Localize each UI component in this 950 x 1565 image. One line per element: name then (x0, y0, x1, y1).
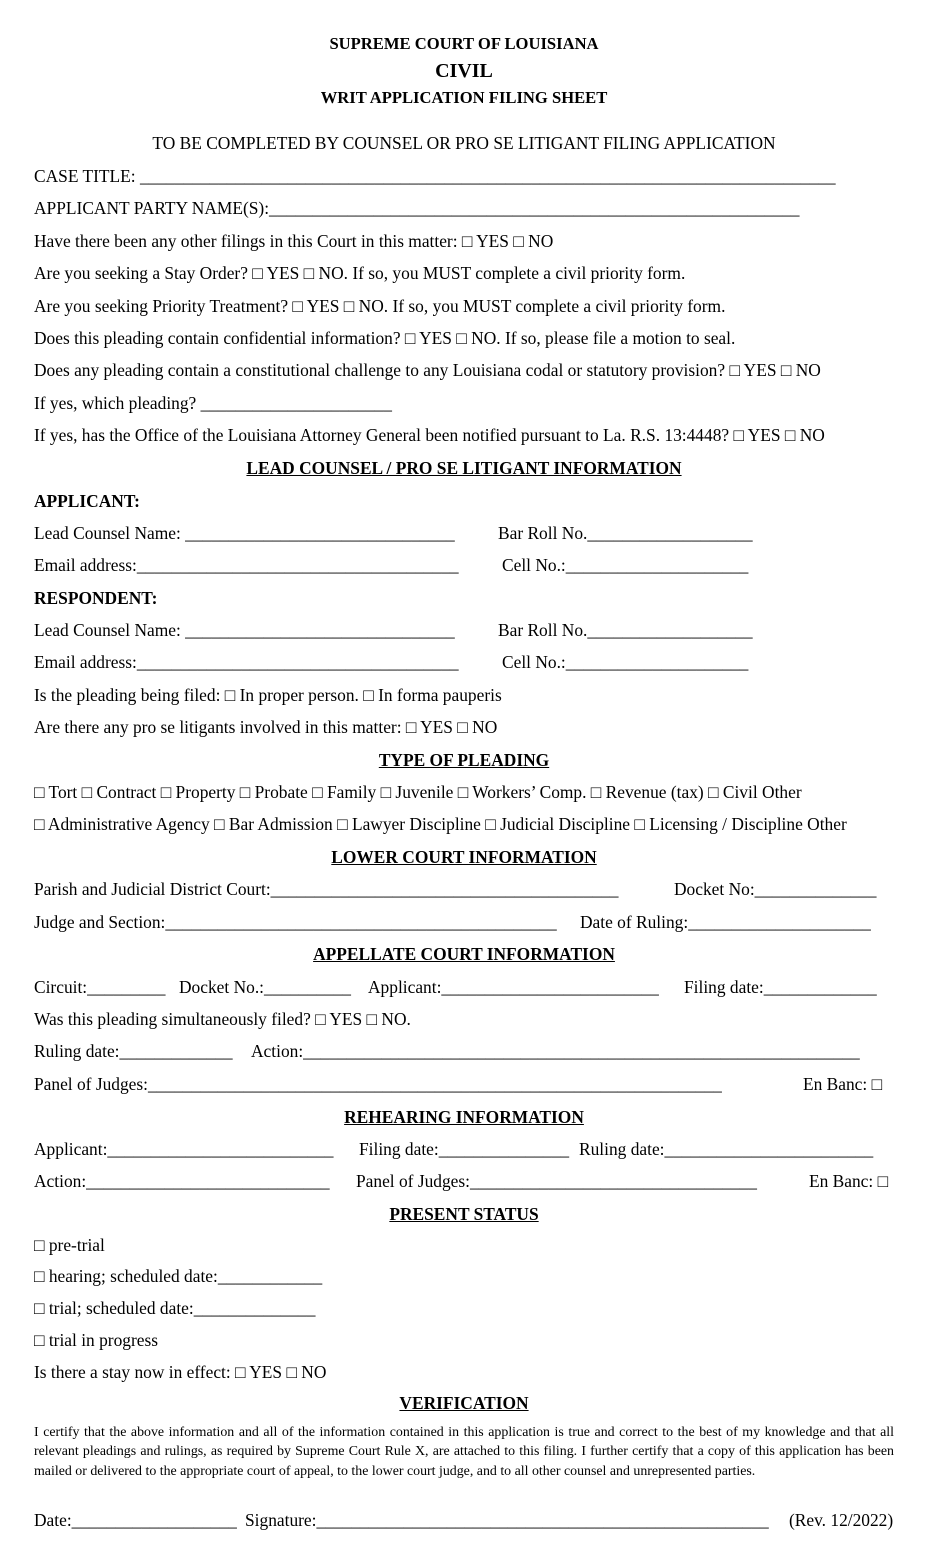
signature-field[interactable]: Signature:____________________________________________________ (245, 1510, 769, 1530)
applicant-party-field[interactable]: APPLICANT PARTY NAME(S):_____________________________________________________________ (34, 198, 800, 218)
parish-court-field[interactable]: Parish and Judicial District Court:________________________________________ (34, 879, 619, 899)
appellate-court-heading: APPELLATE COURT INFORMATION (313, 944, 615, 964)
filed-as-question[interactable]: Is the pleading being filed: □ In proper person. □ In forma pauperis (34, 685, 502, 705)
applicant-cell-field[interactable]: Cell No.:_____________________ (502, 555, 749, 575)
appellate-action-field[interactable]: Action:________________________________________________________________ (251, 1041, 860, 1061)
applicant-bar-roll-field[interactable]: Bar Roll No.___________________ (498, 523, 753, 543)
constitutional-question[interactable]: Does any pleading contain a constitutional challenge to any Louisiana codal or statutory provision? □ YES □ NO (34, 360, 821, 380)
appellate-applicant-field[interactable]: Applicant:_________________________ (368, 977, 659, 997)
pleading-type-heading: TYPE OF PLEADING (378, 750, 550, 770)
respondent-label: RESPONDENT: (34, 588, 158, 608)
form-instruction: TO BE COMPLETED BY COUNSEL OR PRO SE LITIGANT FILING APPLICATION (152, 133, 776, 153)
lead-counsel-heading: LEAD COUNSEL / PRO SE LITIGANT INFORMATION (246, 458, 682, 478)
hearing-checkbox[interactable]: □ hearing; scheduled date:____________ (34, 1266, 323, 1286)
rehearing-en-banc-checkbox[interactable]: En Banc: □ (809, 1171, 889, 1191)
case-title-field[interactable]: CASE TITLE: ________________________________________________________________________________ (34, 166, 836, 186)
other-filings-question[interactable]: Have there been any other filings in this Court in this matter: □ YES □ NO (34, 231, 554, 251)
case-type-heading: CIVIL (435, 60, 493, 82)
appellate-filing-date-field[interactable]: Filing date:_____________ (684, 977, 877, 997)
applicant-label: APPLICANT: (34, 491, 140, 511)
stay-in-effect-question[interactable]: Is there a stay now in effect: □ YES □ NO (34, 1362, 327, 1382)
rehearing-filing-date-field[interactable]: Filing date:_______________ (359, 1139, 570, 1159)
verification-heading: VERIFICATION (399, 1393, 529, 1413)
respondent-cell-field[interactable]: Cell No.:_____________________ (502, 652, 749, 672)
respondent-email-field[interactable]: Email address:_____________________________________ (34, 652, 459, 672)
rehearing-action-field[interactable]: Action:____________________________ (34, 1171, 330, 1191)
which-pleading-field[interactable]: If yes, which pleading? ______________________ (34, 393, 392, 413)
trial-checkbox[interactable]: □ trial; scheduled date:______________ (34, 1298, 316, 1318)
respondent-counsel-name-field[interactable]: Lead Counsel Name: _______________________________ (34, 620, 455, 640)
trial-in-progress-checkbox[interactable]: □ trial in progress (34, 1330, 159, 1350)
appellate-en-banc-checkbox[interactable]: En Banc: □ (803, 1074, 883, 1094)
simultaneous-filing-question[interactable]: Was this pleading simultaneously filed? □ YES □ NO. (34, 1009, 411, 1029)
applicant-email-field[interactable]: Email address:_____________________________________ (34, 555, 459, 575)
confidential-question[interactable]: Does this pleading contain confidential information? □ YES □ NO. If so, please file a motion to seal. (34, 328, 736, 348)
judge-section-field[interactable]: Judge and Section:_____________________________________________ (34, 912, 557, 932)
lower-docket-field[interactable]: Docket No:______________ (674, 879, 877, 899)
form-title: WRIT APPLICATION FILING SHEET (320, 88, 608, 107)
present-status-heading: PRESENT STATUS (389, 1204, 539, 1224)
pleading-type-row-1[interactable]: □ Tort □ Contract □ Property □ Probate □ Family □ Juvenile □ Workers’ Comp. □ Revenue (tax) □ Civil Other (34, 782, 802, 802)
verification-date-field[interactable]: Date:___________________ (34, 1510, 237, 1530)
circuit-field[interactable]: Circuit:_________ (34, 977, 166, 997)
date-of-ruling-field[interactable]: Date of Ruling:_____________________ (580, 912, 871, 932)
rehearing-heading: REHEARING INFORMATION (344, 1107, 584, 1127)
stay-order-question[interactable]: Are you seeking a Stay Order? □ YES □ NO. If so, you MUST complete a civil priority form. (34, 263, 686, 283)
priority-question[interactable]: Are you seeking Priority Treatment? □ YES □ NO. If so, you MUST complete a civil priority form. (34, 296, 726, 316)
respondent-bar-roll-field[interactable]: Bar Roll No.___________________ (498, 620, 753, 640)
rehearing-panel-field[interactable]: Panel of Judges:_________________________________ (356, 1171, 757, 1191)
applicant-counsel-name-field[interactable]: Lead Counsel Name: _______________________________ (34, 523, 455, 543)
rehearing-applicant-field[interactable]: Applicant:__________________________ (34, 1139, 334, 1159)
revision-label: (Rev. 12/2022) (789, 1510, 894, 1530)
pro-se-question[interactable]: Are there any pro se litigants involved in this matter: □ YES □ NO (34, 717, 498, 737)
attorney-general-question[interactable]: If yes, has the Office of the Louisiana Attorney General been notified pursuant to La. R.S. 13:4448? □ YES □ NO (34, 425, 825, 445)
appellate-ruling-date-field[interactable]: Ruling date:_____________ (34, 1041, 233, 1061)
pleading-type-row-2[interactable]: □ Administrative Agency □ Bar Admission □ Lawyer Discipline □ Judicial Discipline □ Licensing / Discipline Other (34, 814, 847, 834)
appellate-docket-field[interactable]: Docket No.:__________ (179, 977, 351, 997)
verification-text: I certify that the above information and all of the information contained in this application is true and correct to the best of my knowledge and that all relevant pleadings and rulings, as required by Supreme Court Rule X, are attached to this filing. I further certify that a copy of this application has been mailed or delivered to the appropriate court of appeal, to the lower court judge, and to all other counsel and unrepresented parties. (34, 1425, 894, 1479)
rehearing-ruling-date-field[interactable]: Ruling date:________________________ (579, 1139, 874, 1159)
court-name: SUPREME COURT OF LOUISIANA (329, 34, 599, 53)
lower-court-heading: LOWER COURT INFORMATION (331, 847, 597, 867)
pretrial-checkbox[interactable]: □ pre-trial (34, 1235, 105, 1255)
appellate-panel-field[interactable]: Panel of Judges:__________________________________________________________________ (34, 1074, 722, 1094)
